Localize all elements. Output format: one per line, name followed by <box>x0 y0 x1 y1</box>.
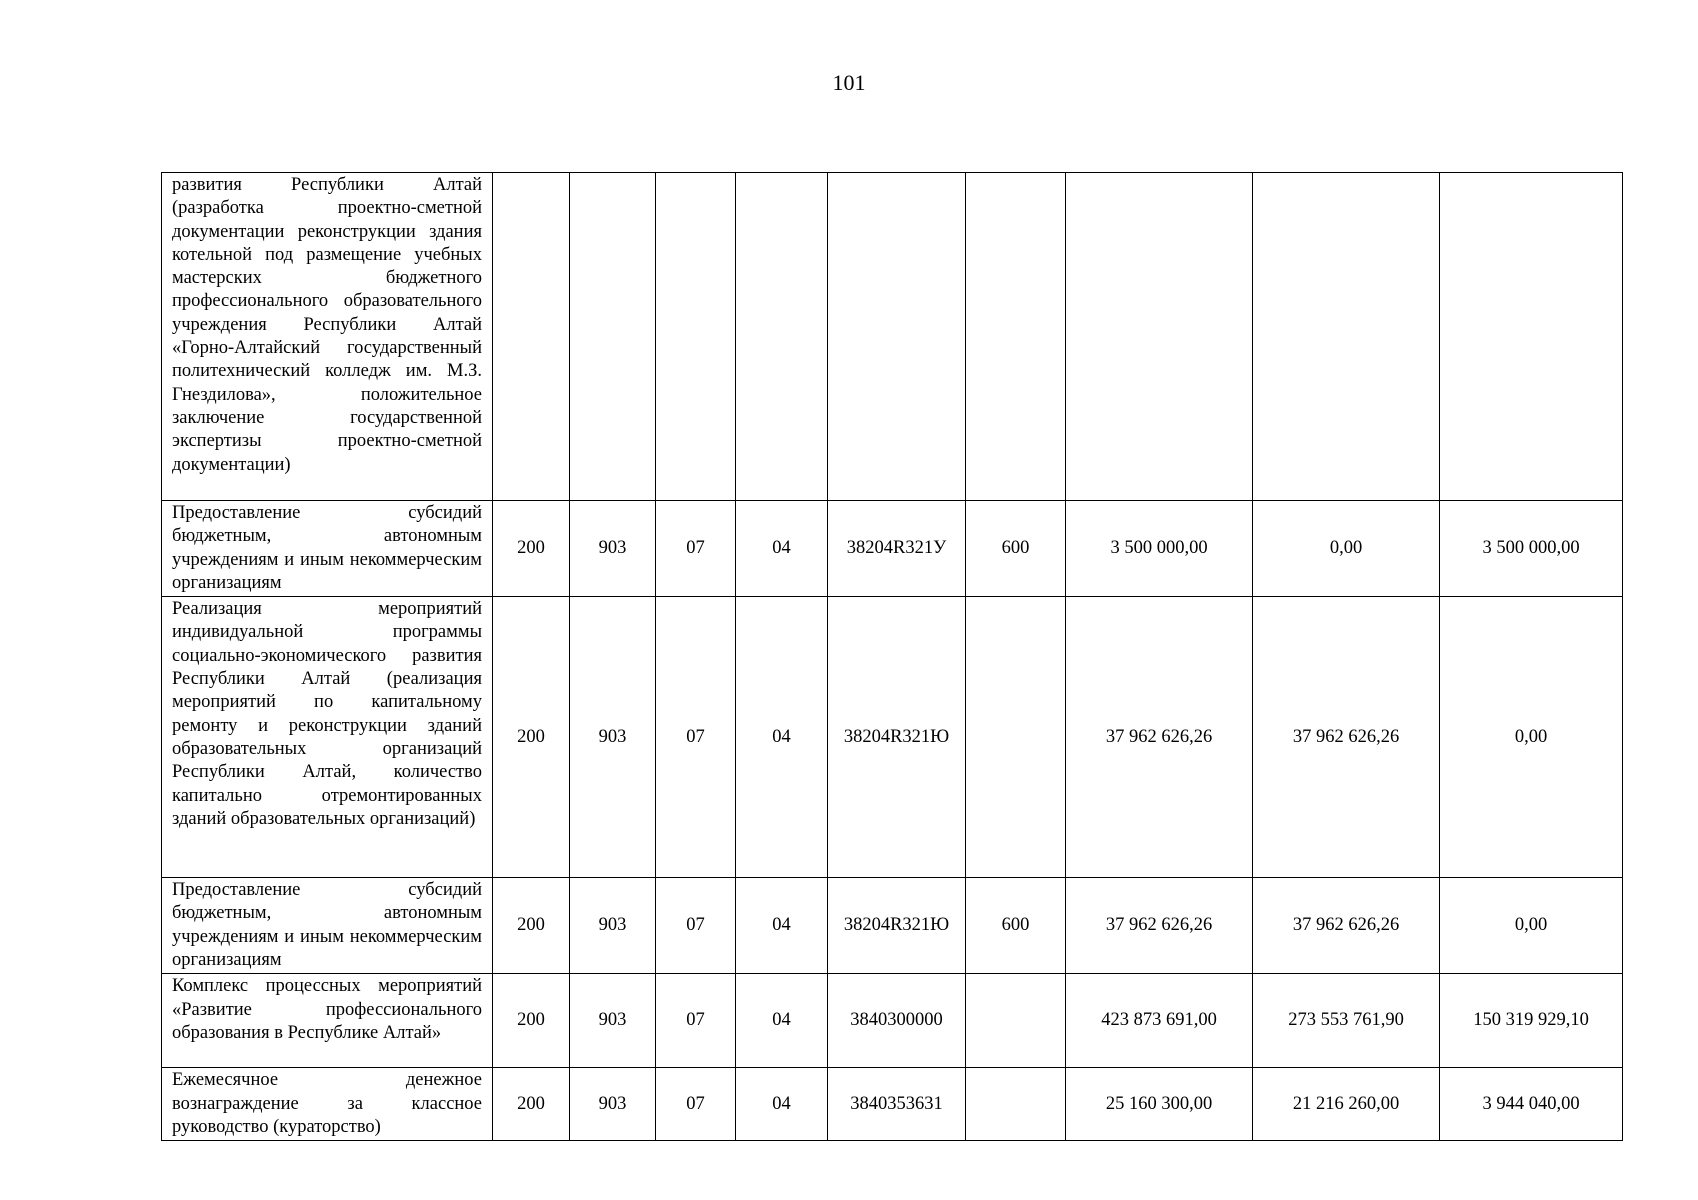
amount-cell: 37 962 626,26 <box>1253 597 1440 878</box>
table-body <box>162 173 1623 1141</box>
ministry-code-cell: 903 <box>570 597 656 878</box>
total-amount-cell: 37 962 626,26 <box>1066 597 1253 878</box>
row-description: Предоставление субсидий бюджетным, автономным учреждениям и иным некоммерческим организациям <box>162 501 493 597</box>
target-article-cell: 38204R321Ю <box>828 878 966 974</box>
target-article-cell: 3840353631 <box>828 1068 966 1141</box>
subsection-cell: 04 <box>736 878 828 974</box>
amount-cell: 0,00 <box>1253 501 1440 597</box>
total-amount-cell: 37 962 626,26 <box>1066 878 1253 974</box>
amount-cell <box>1440 173 1623 501</box>
ministry-code-cell <box>570 173 656 501</box>
code-cell: 200 <box>493 1068 570 1141</box>
table-row <box>162 597 1623 878</box>
amount-cell: 3 944 040,00 <box>1440 1068 1623 1141</box>
target-article-cell: 38204R321Ю <box>828 597 966 878</box>
amount-cell: 37 962 626,26 <box>1253 878 1440 974</box>
ministry-code-cell: 903 <box>570 1068 656 1141</box>
total-amount-cell: 3 500 000,00 <box>1066 501 1253 597</box>
section-cell: 07 <box>656 501 736 597</box>
total-amount-cell <box>1066 173 1253 501</box>
code-cell: 200 <box>493 597 570 878</box>
code-cell: 200 <box>493 974 570 1068</box>
expense-type-cell <box>966 1068 1066 1141</box>
row-description: развития Республики Алтай (разработка проектно-сметной документации реконструкции здания котельной под размещение учебных мастерских бюджетного профессионального образовательного учреждения Республики Алтай «Горно-Алтайский государственный политехнический колледж им. М.З. Гнездилова», положительное заключение государственной экспертизы проектно-сметной документации) <box>162 173 493 501</box>
amount-cell: 3 500 000,00 <box>1440 501 1623 597</box>
amount-cell <box>1253 173 1440 501</box>
amount-cell: 21 216 260,00 <box>1253 1068 1440 1141</box>
expense-type-cell <box>966 173 1066 501</box>
table-row <box>162 974 1623 1068</box>
total-amount-cell: 423 873 691,00 <box>1066 974 1253 1068</box>
subsection-cell <box>736 173 828 501</box>
code-cell <box>493 173 570 501</box>
table-row <box>162 173 1623 501</box>
expense-type-cell: 600 <box>966 501 1066 597</box>
target-article-cell: 38204R321У <box>828 501 966 597</box>
total-amount-cell: 25 160 300,00 <box>1066 1068 1253 1141</box>
amount-cell: 0,00 <box>1440 878 1623 974</box>
subsection-cell: 04 <box>736 597 828 878</box>
budget-table <box>161 172 1623 1141</box>
section-cell: 07 <box>656 597 736 878</box>
section-cell: 07 <box>656 1068 736 1141</box>
expense-type-cell <box>966 597 1066 878</box>
amount-cell: 0,00 <box>1440 597 1623 878</box>
subsection-cell: 04 <box>736 501 828 597</box>
section-cell: 07 <box>656 878 736 974</box>
expense-type-cell: 600 <box>966 878 1066 974</box>
amount-cell: 150 319 929,10 <box>1440 974 1623 1068</box>
table-row <box>162 1068 1623 1141</box>
subsection-cell: 04 <box>736 1068 828 1141</box>
subsection-cell: 04 <box>736 974 828 1068</box>
section-cell <box>656 173 736 501</box>
row-description: Комплекс процессных мероприятий «Развитие профессионального образования в Республике Алтай» <box>162 974 493 1068</box>
ministry-code-cell: 903 <box>570 974 656 1068</box>
table-row <box>162 878 1623 974</box>
row-description: Ежемесячное денежное вознаграждение за классное руководство (кураторство) <box>162 1068 493 1141</box>
section-cell: 07 <box>656 974 736 1068</box>
target-article-cell: 3840300000 <box>828 974 966 1068</box>
target-article-cell <box>828 173 966 501</box>
code-cell: 200 <box>493 501 570 597</box>
amount-cell: 273 553 761,90 <box>1253 974 1440 1068</box>
table-row <box>162 501 1623 597</box>
page-number: 101 <box>832 70 866 95</box>
row-description: Предоставление субсидий бюджетным, автономным учреждениям и иным некоммерческим организациям <box>162 878 493 974</box>
ministry-code-cell: 903 <box>570 501 656 597</box>
row-description: Реализация мероприятий индивидуальной программы социально-экономического развития Республики Алтай (реализация мероприятий по капитальному ремонту и реконструкции зданий образовательных организаций Республики Алтай, количество капитально отремонтированных зданий образовательных организаций) <box>162 597 493 878</box>
expense-type-cell <box>966 974 1066 1068</box>
code-cell: 200 <box>493 878 570 974</box>
ministry-code-cell: 903 <box>570 878 656 974</box>
